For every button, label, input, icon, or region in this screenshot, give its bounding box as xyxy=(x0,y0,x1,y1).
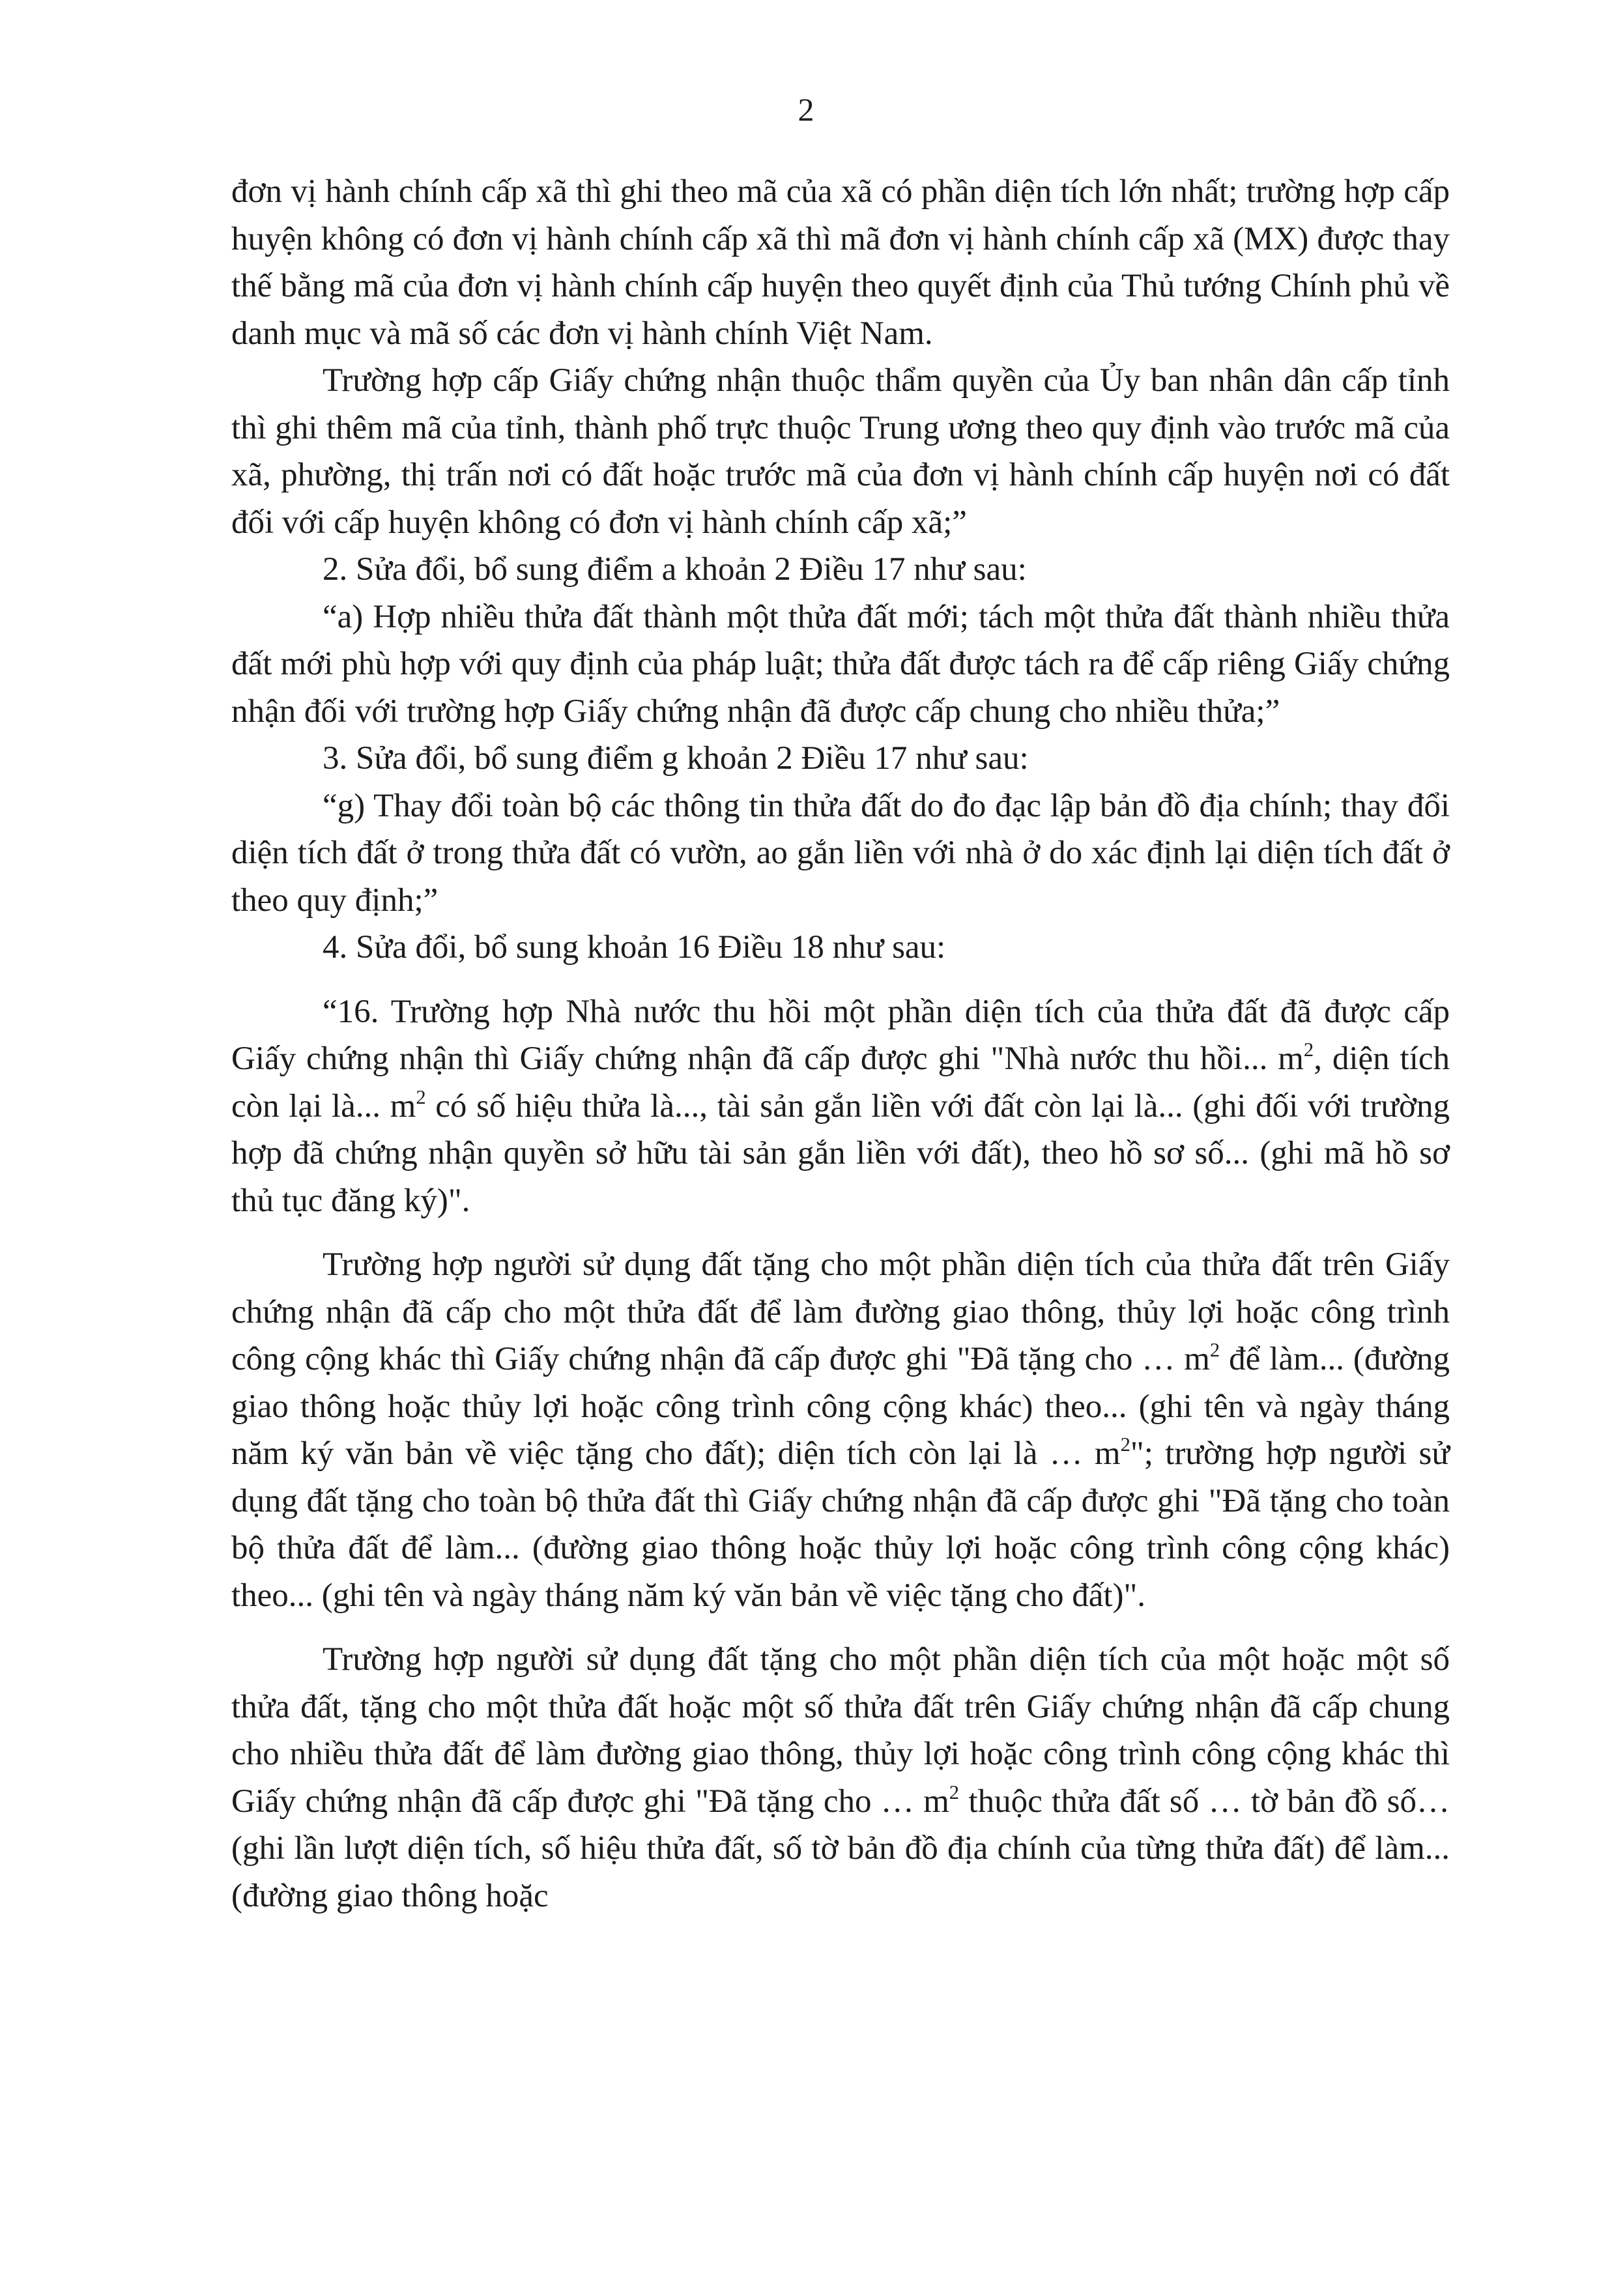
superscript: 2 xyxy=(1120,1433,1130,1456)
text-segment: để làm... (đường giao thông hoặc thủy lợi hoặc công trình công cộng khác) theo... (ghi tên và ngày tháng năm ký văn bản về việc tặng cho đất); diện tích còn lại là … m xyxy=(231,1341,1450,1472)
paragraph-continuation: đơn vị hành chính cấp xã thì ghi theo mã của xã có phần diện tích lớn nhất; trường hợp cấp huyện không có đơn vị hành chính cấp xã thì mã đơn vị hành chính cấp xã (MX) được thay thế bằng mã của đơn vị hành chính cấp huyện theo quyết định của Thủ tướng Chính phủ về danh mục và mã số các đơn vị hành chính Việt Nam. xyxy=(231,173,1450,352)
amendment-text-point-a: “a) Hợp nhiều thửa đất thành một thửa đất mới; tách một thửa đất thành nhiều thửa đất mới phù hợp với quy định của pháp luật; thửa đất được tách ra để cấp riêng Giấy chứng nhận đối với trường hợp Giấy chứng nhận đã được cấp chung cho nhiều thửa;” xyxy=(231,598,1450,730)
amendment-text-point-g: “g) Thay đổi toàn bộ các thông tin thửa đất do đo đạc lập bản đồ địa chính; thay đổi diện tích đất ở trong thửa đất có vườn, ao gắn liền với nhà ở do xác định lại diện tích đất ở theo quy định;” xyxy=(231,787,1450,919)
paragraph-provincial-code: Trường hợp cấp Giấy chứng nhận thuộc thẩm quyền của Ủy ban nhân dân cấp tỉnh thì ghi thêm mã của tỉnh, thành phố trực thuộc Trung ương theo quy định vào trước mã của xã, phường, thị trấn nơi có đất hoặc trước mã của đơn vị hành chính cấp huyện nơi có đất đối với cấp huyện không có đơn vị hành chính cấp xã;” xyxy=(231,362,1450,541)
text-segment: thuộc thửa đất số … tờ bản đồ số… (ghi lần lượt diện tích, số hiệu thửa đất, số tờ bản đồ địa chính của từng thửa đất) để làm... (đường giao thông hoặc xyxy=(231,1783,1450,1914)
document-body xyxy=(231,168,1450,1919)
amendment-item-3: 3. Sửa đổi, bổ sung điểm g khoản 2 Điều 17 như sau: xyxy=(323,740,1029,777)
superscript: 2 xyxy=(416,1085,426,1108)
text-segment: Trường hợp người sử dụng đất tặng cho một phần diện tích của một hoặc một số thửa đất, tặng cho một thửa đất hoặc một số thửa đất trên Giấy chứng nhận đã cấp chung cho nhiều thửa đất để làm đường giao thông, thủy lợi hoặc công trình công cộng khác thì Giấy chứng nhận đã cấp được ghi "Đã tặng cho … m xyxy=(231,1641,1450,1820)
paragraph-donation-multiple-parcels xyxy=(231,1636,1450,1919)
amendment-text-clause-16 xyxy=(231,988,1450,1225)
amendment-item-2: 2. Sửa đổi, bổ sung điểm a khoản 2 Điều 17 như sau: xyxy=(323,551,1027,588)
superscript: 2 xyxy=(1303,1039,1314,1061)
text-segment: “16. Trường hợp Nhà nước thu hồi một phần diện tích của thửa đất đã được cấp Giấy chứng nhận thì Giấy chứng nhận đã cấp được ghi "Nhà nước thu hồi... m xyxy=(231,993,1450,1077)
text-segment: có số hiệu thửa là..., tài sản gắn liền với đất còn lại là... (ghi đối với trường hợp đã chứng nhận quyền sở hữu tài sản gắn liền với đất), theo hồ sơ số... (ghi mã hồ sơ thủ tục đăng ký)". xyxy=(231,1087,1450,1219)
page-number: 2 xyxy=(798,91,814,128)
text-segment: Trường hợp người sử dụng đất tặng cho một phần diện tích của thửa đất trên Giấy chứng nhận đã cấp cho một thửa đất để làm đường giao thông, thủy lợi hoặc công trình công cộng khác thì Giấy chứng nhận đã cấp được ghi "Đã tặng cho … m xyxy=(231,1246,1450,1377)
text-segment: , diện tích còn lại là... m xyxy=(231,1040,1450,1125)
paragraph-donation-single-parcel xyxy=(231,1241,1450,1619)
superscript: 2 xyxy=(1209,1339,1220,1362)
amendment-item-4: 4. Sửa đổi, bổ sung khoản 16 Điều 18 như sau: xyxy=(323,929,946,966)
superscript: 2 xyxy=(949,1781,960,1803)
text-segment: "; trường hợp người sử dụng đất tặng cho toàn bộ thửa đất thì Giấy chứng nhận đã cấp được ghi "Đã tặng cho toàn bộ thửa đất để làm... (đường giao thông hoặc thủy lợi hoặc công trình công cộng khác) theo... (ghi tên và ngày tháng năm ký văn bản về việc tặng cho đất)". xyxy=(231,1435,1450,1614)
